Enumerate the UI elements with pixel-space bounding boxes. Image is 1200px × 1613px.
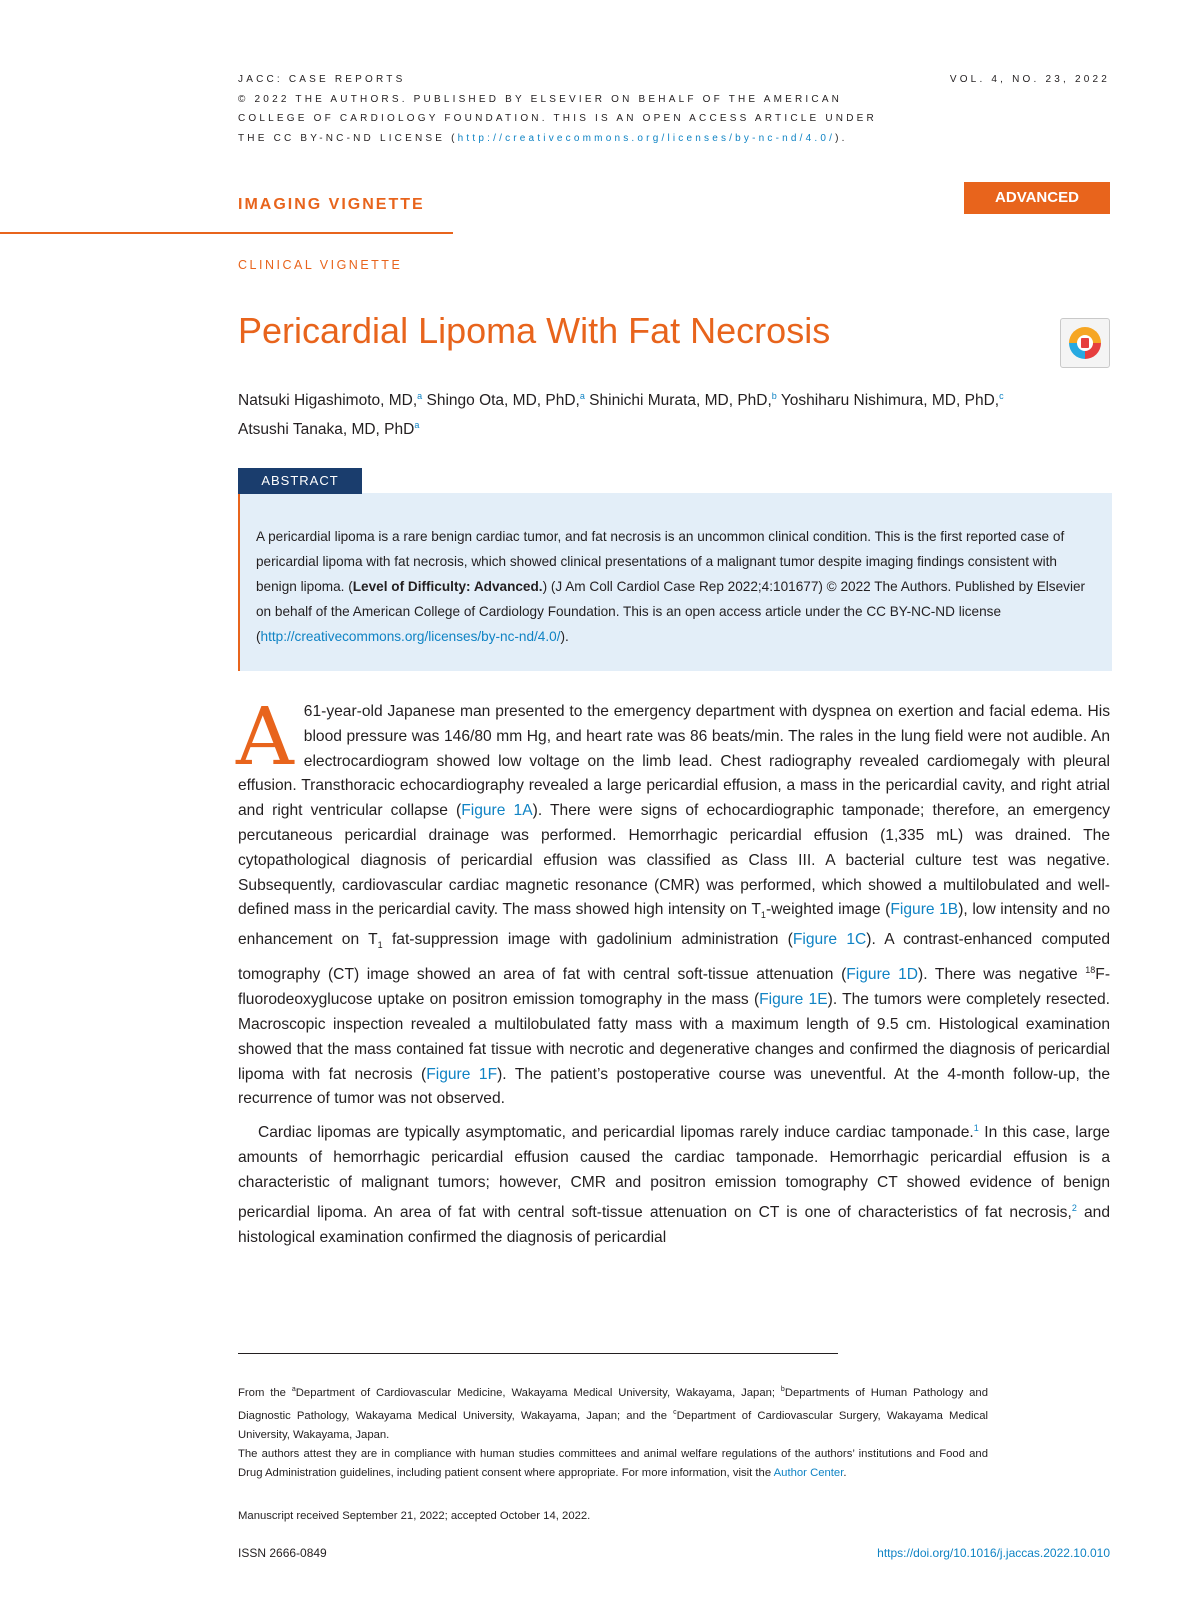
- figure-link-1f[interactable]: Figure 1F: [426, 1065, 498, 1083]
- abstract-citation: ) (J Am Coll Cardiol Case Rep 2022;4:101677) © 2022 The Authors. Published by Elsevier on behalf of the American College of Cardiology Foundation. This is an open access article under the CC BY-NC-ND license (: [256, 579, 1086, 644]
- difficulty-badge: ADVANCED: [964, 182, 1110, 214]
- figure-link-1b[interactable]: Figure 1B: [890, 901, 959, 919]
- copyright-line-3: [238, 129, 938, 149]
- section-divider: [0, 232, 453, 234]
- copyright-line-2: COLLEGE OF CARDIOLOGY FOUNDATION. THIS IS AN OPEN ACCESS ARTICLE UNDER: [238, 113, 877, 124]
- text-run: fat-suppression image with gadolinium administration (: [382, 931, 793, 949]
- compliance-note: [238, 1445, 988, 1483]
- affiliation-marker: c: [673, 1408, 677, 1416]
- text-run: ). The patient’s postoperative course was uneventful. At the 4-month follow-up, the recurrence of tumor was not observed.: [238, 1065, 1110, 1108]
- text-run: ). A contrast-enhanced computed tomography (CT) image showed an area of fat with central soft-tissue attenuation (: [238, 931, 1110, 984]
- doi-link[interactable]: https://doi.org/10.1016/j.jaccas.2022.10.010: [877, 1546, 1110, 1560]
- author-list: [238, 384, 1118, 442]
- author-affiliation[interactable]: a: [579, 391, 585, 401]
- text-run: Department of Cardiovascular Surgery, Wakayama Medical University, Wakayama, Japan.: [238, 1409, 988, 1441]
- figure-link-1c[interactable]: Figure 1C: [792, 931, 867, 949]
- footnote-divider: [238, 1353, 838, 1354]
- figure-link-1e[interactable]: Figure 1E: [759, 991, 828, 1009]
- journal-name: JACC: CASE REPORTS: [238, 74, 406, 85]
- author-affiliation[interactable]: a: [417, 391, 423, 401]
- text-run: Departments of Human Pathology and Diagnostic Pathology, Wakayama Medical University, Wakayama, Japan; and the: [238, 1386, 988, 1422]
- author-affiliation[interactable]: b: [771, 391, 777, 401]
- license-link[interactable]: http://creativecommons.org/licenses/by-nc-nd/4.0/: [457, 132, 836, 144]
- text-run: ). The tumors were completely resected. Macroscopic inspection revealed a multilobulated fatty mass with a maximum length of 9.5 cm. Histological examination showed that the mass contained fat tissue with necrotic and degenerative changes and confirmed the diagnosis of pericardial lipoma with fat necrosis (: [238, 991, 1110, 1083]
- reference-link-2[interactable]: 2: [1071, 1202, 1077, 1213]
- subsection-label: CLINICAL VIGNETTE: [238, 258, 403, 272]
- copyright-line-1: © 2022 THE AUTHORS. PUBLISHED BY ELSEVIER ON BEHALF OF THE AMERICAN: [238, 93, 843, 105]
- article-title: Pericardial Lipoma With Fat Necrosis: [238, 310, 831, 351]
- abstract-end: ).: [560, 629, 569, 644]
- text-run: Cardiac lipomas are typically asymptomatic, and pericardial lipomas rarely induce cardiac tamponade.: [258, 1124, 974, 1142]
- text-run: Department of Cardiovascular Medicine, Wakayama Medical University, Wakayama, Japan;: [295, 1386, 781, 1399]
- footnotes: [238, 1380, 988, 1483]
- text-run: In this case, large amounts of hemorrhagic pericardial effusion caused the cardiac tamponade. Hemorrhagic pericardial effusion is a characteristic of malignant tumors; however, CMR and positron emission tomography CT showed evidence of benign pericardial lipoma. An area of fat with central soft-tissue attenuation on CT is one of characteristics of fat necrosis,: [238, 1124, 1110, 1221]
- text-run: and histological examination confirmed the diagnosis of pericardial: [238, 1203, 1110, 1246]
- issn: ISSN 2666-0849: [238, 1546, 327, 1560]
- article-body: [236, 690, 1111, 1251]
- abstract-label: ABSTRACT: [238, 468, 362, 494]
- license-suffix: ).: [835, 132, 848, 144]
- text-run: 61-year-old Japanese man presented to the emergency department with dyspnea on exertion and facial edema. His blood pressure was 146/80 mm Hg, and heart rate was 86 beats/min. The rales in the lung field were not audible. An electrocardiogram showed low voltage on the limb lead. Chest radiography revealed cardiomegaly with pleural effusion. Transthoracic echocardiography revealed a large pericardial effusion, a mass in the pericardial cavity, and right atrial and right ventricular collapse (: [238, 703, 1110, 820]
- affiliation-marker: a: [291, 1386, 296, 1393]
- author-name: Natsuki Higashimoto, MD,: [238, 392, 418, 410]
- subscript: 1: [760, 910, 766, 921]
- figure-link-1d[interactable]: Figure 1D: [846, 966, 919, 984]
- abstract-body: A pericardial lipoma is a rare benign cardiac tumor, and fat necrosis is an uncommon clinical condition. This is the first reported case of pericardial lipoma with fat necrosis, which showed clinical presentations of a malignant tumor despite imaging findings consistent with benign lipoma. (: [256, 529, 1065, 594]
- manuscript-dates: Manuscript received September 21, 2022; accepted October 14, 2022.: [238, 1510, 591, 1522]
- text-run: .: [843, 1466, 847, 1479]
- author-name: Shingo Ota, MD, PhD,: [426, 392, 580, 410]
- reference-link-1[interactable]: 1: [973, 1123, 979, 1134]
- author-center-link[interactable]: Author Center: [773, 1466, 844, 1479]
- author-name: Yoshiharu Nishimura, MD, PhD,: [780, 392, 1000, 410]
- difficulty-level: Level of Difficulty: Advanced.: [352, 579, 543, 594]
- affiliation-marker: b: [780, 1386, 785, 1393]
- body-paragraph-1: [236, 690, 1111, 1112]
- crossmark-icon[interactable]: [1060, 318, 1110, 368]
- crossmark-bookmark: [1081, 338, 1089, 348]
- text-run: F-fluorodeoxyglucose uptake on positron emission tomography in the mass (: [238, 966, 1111, 1009]
- license-prefix: THE CC BY-NC-ND LICENSE (: [238, 132, 458, 144]
- text-run: The authors attest they are in compliance with human studies committees and animal welfare regulations of the authors’ institutions and Food and Drug Administration guidelines, including patient consent where appropriate. For more information, visit the: [238, 1447, 988, 1479]
- text-run: ), low intensity and no enhancement on T: [238, 901, 1110, 949]
- text-run: From the: [238, 1386, 292, 1399]
- superscript: 18: [1085, 965, 1096, 976]
- body-paragraph-2: [238, 1116, 1110, 1250]
- volume-info: VOL. 4, NO. 23, 2022: [949, 74, 1110, 85]
- subscript: 1: [377, 940, 383, 951]
- author-affiliation[interactable]: a: [414, 420, 420, 431]
- drop-cap: A: [236, 690, 294, 783]
- author-name: Shinichi Murata, MD, PhD,: [589, 392, 772, 410]
- text-run: ). There were signs of echocardiographic tamponade; therefore, an emergency percutaneous pericardial drainage was performed. Hemorrhagic pericardial effusion (1,335 mL) was drained. The cytopathological diagnosis of pericardial effusion was classified as Class III. A bacterial culture test was negative. Subsequently, cardiovascular cardiac magnetic resonance (CMR) was performed, which showed a multilobulated and well-defined mass in the pericardial cavity. The mass showed high intensity on T: [238, 802, 1110, 919]
- author-affiliation[interactable]: c: [999, 391, 1004, 401]
- affiliations-note: [238, 1380, 988, 1445]
- abstract-license-link[interactable]: http://creativecommons.org/licenses/by-nc-nd/4.0/: [260, 629, 561, 644]
- author-name: Atsushi Tanaka, MD, PhD: [238, 421, 415, 439]
- figure-link-1a[interactable]: Figure 1A: [461, 802, 533, 820]
- text-run: -weighted image (: [765, 901, 891, 919]
- abstract-text: [256, 524, 1094, 649]
- section-label: IMAGING VIGNETTE: [238, 196, 425, 213]
- text-run: ). There was negative: [918, 966, 1086, 984]
- running-header: [238, 70, 938, 148]
